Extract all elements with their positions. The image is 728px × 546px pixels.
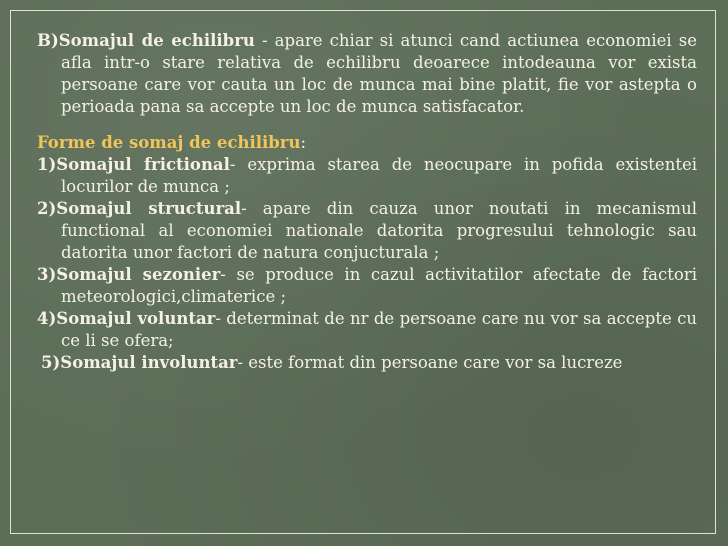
list-item-involuntary	[37, 352, 697, 374]
intro-term: B)Somajul de echilibru	[37, 31, 255, 50]
list-item-text: - se produce in cazul activitatilor afectate de factori meteorologici,climaterice ;	[61, 265, 697, 306]
list-item-voluntary	[37, 308, 697, 352]
slide-content	[37, 30, 697, 374]
list-item-text: - determinat de nr de persoane care nu vor sa accepte cu ce li se ofera;	[61, 309, 697, 350]
list-item-term: 4)Somajul voluntar	[37, 309, 216, 328]
forms-heading-colon: :	[300, 133, 307, 152]
list-item-text: - apare din cauza unor noutati in mecanismul functional al economiei nationale datorita progresului tehnologic sau datorita unor factori de natura conjucturala ;	[61, 199, 697, 262]
list-item-text: - este format din persoane care vor sa lucreze	[237, 353, 623, 372]
list-item-term: 2)Somajul structural	[37, 199, 242, 218]
intro-paragraph	[37, 30, 697, 118]
list-item-structural	[37, 198, 697, 264]
list-item-frictional	[37, 154, 697, 198]
forms-heading-text: Forme de somaj de echilibru	[37, 133, 301, 152]
intro-text: - apare chiar si atunci cand actiunea economiei se afla intr-o stare relativa de echilibru deoarece intodeauna vor exista persoane care vor cauta un loc de munca mai bine platit, fie vor astepta o perioada pana sa accepte un loc de munca satisfacator.	[61, 31, 698, 116]
list-item-text: - exprima starea de neocupare in pofida existentei locurilor de munca ;	[61, 155, 697, 196]
list-item-term: 5)Somajul involuntar	[41, 353, 238, 372]
list-item-seasonal	[37, 264, 697, 308]
list-item-term: 1)Somajul frictional	[37, 155, 230, 174]
list-item-term: 3)Somajul sezonier	[37, 265, 221, 284]
forms-heading	[37, 132, 697, 154]
